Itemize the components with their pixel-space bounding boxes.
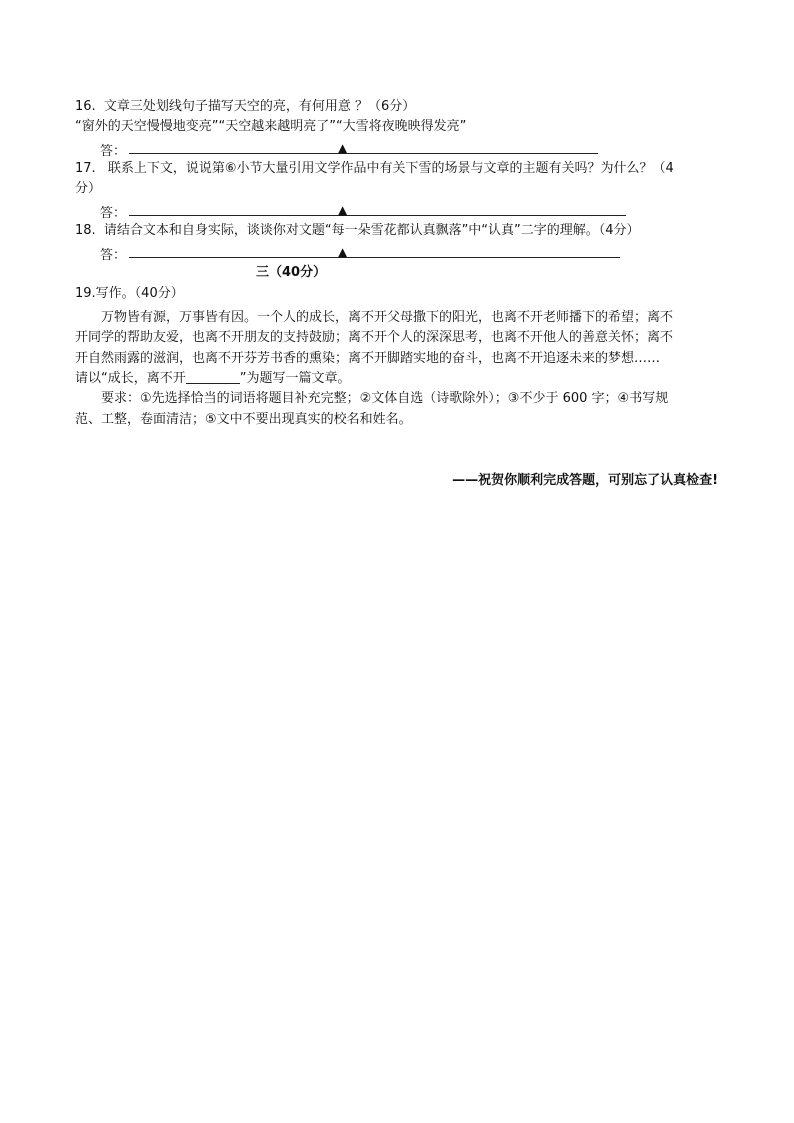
q18-question [75,223,640,239]
q19-requirements-line2: 范、工整，卷面清洁；⑤文中不要出现真实的校名和姓名。 [75,412,412,427]
q17-text-line1: 联系上下文，说说第⑥小节大量引用文学作品中有关下雪的场景与文章的主题有关吗？为什么？（4 [107,161,674,176]
q16-number: 16. [75,99,96,114]
q19-para-line1: 万物皆有源，万事皆有因。一个人的成长，离不开父母撒下的阳光，也离不开老师播下的希望；离不 [101,310,674,325]
q19-para-line3: 开自然雨露的滋润，也离不开芬芳书香的熏染；离不开脚踏实地的奋斗，也离不开追逐未来的梦想…… [75,351,661,366]
q18-number: 18. [75,223,96,238]
answer-underline [129,153,598,154]
triangle-marker-icon: ▲ [338,141,348,155]
section-heading: 三（40分） [256,265,327,280]
answer-label: 答： [100,206,127,221]
answer-label: 答： [100,248,127,263]
triangle-marker-icon: ▲ [338,203,348,217]
q18-answer-line[interactable] [100,244,622,263]
answer-underline [129,215,626,216]
footer-message: ——祝贺你顺利完成答题，可别忘了认真检查! [452,473,718,488]
q16-question [75,99,415,115]
q19-para-line2: 开同学的帮助友爱，也离不开朋友的支持鼓励；离不开个人的深深思考，也离不开他人的善意关怀；离不 [75,330,674,345]
q17-text-line2: 分） [75,181,102,196]
title-blank[interactable] [186,371,240,384]
prompt-text-after: ”为题写一篇文章。 [239,371,351,386]
q19-title: 19.写作。（40分） [75,286,184,301]
q16-answer-line[interactable] [100,140,600,159]
q17-number: 17. [75,161,96,176]
q19-prompt [75,371,351,387]
q18-text: 请结合文本和自身实际，谈谈你对文题“每一朵雪花都认真飘落”中“认真”二字的理解。（4分） [103,223,640,238]
q19-requirements-line1: 要求：①先选择恰当的词语将题目补充完整；②文体自选（诗歌除外）；③不少于 600 字；④书写规 [101,391,669,406]
triangle-marker-icon: ▲ [338,245,348,259]
answer-label: 答： [100,144,127,159]
prompt-text-before: 请以“成长，离不开 [75,371,186,386]
q16-text: 文章三处划线句子描写天空的亮，有何用意 ？（6分） [103,99,416,114]
q17-answer-line[interactable] [100,202,628,221]
q16-quote: “窗外的天空慢慢地变亮”“天空越来越明亮了”“大雪将夜晚映得发亮” [75,119,467,134]
answer-underline [129,257,620,258]
q17-question [75,161,674,177]
